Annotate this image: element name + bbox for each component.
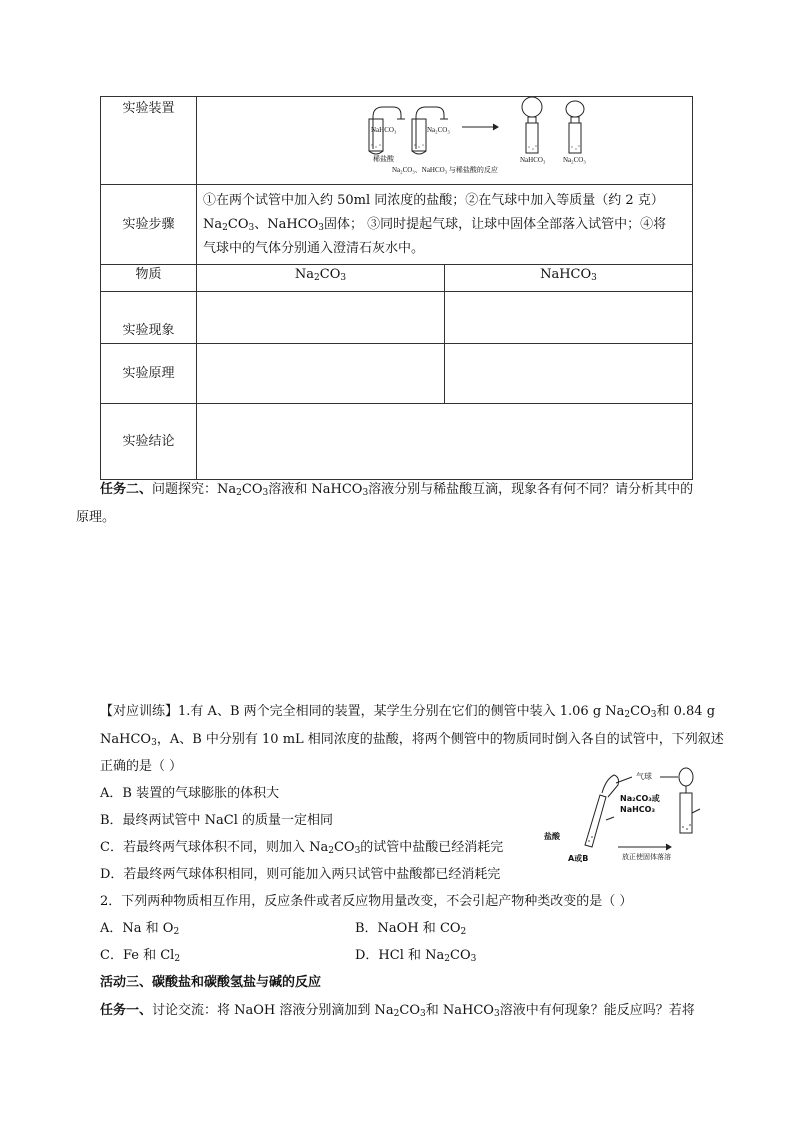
- task2-line-2: 原理。: [76, 510, 116, 525]
- label-acid: 盐酸: [544, 832, 560, 841]
- balloon-1: [522, 97, 542, 117]
- conclusion-cell: [197, 404, 693, 480]
- substance-label-cell: [101, 265, 197, 292]
- steps-line-1: ①在两个试管中加入约 50ml 同浓度的盐酸；②在气球中加入等质量（约 2 克）: [203, 192, 664, 208]
- q2-option-b: B．NaOH 和 $CO_2$: [355, 921, 467, 937]
- na2co3-principle-cell: [197, 344, 445, 404]
- balloon-right: [679, 768, 693, 786]
- balloon-apparatus-figure: [540, 765, 720, 865]
- steps-label: 实验步骤: [122, 216, 175, 232]
- q2-stem: 2．下列两种物质相互作用，反应条件或者反应物用量改变，不会引起产物种类改变的是（ ）: [100, 894, 633, 909]
- steps-label-cell: [101, 185, 197, 265]
- na2co3-header: $Na_2CO_3$: [197, 265, 445, 292]
- tube-left: [585, 795, 606, 847]
- device-figure-cell: [197, 97, 693, 185]
- task2-title: 任务二、: [100, 482, 153, 497]
- balloon-left: [602, 775, 619, 797]
- fig-tube1-label: NaHCO₃: [371, 126, 397, 134]
- label-solid-2: NaHCO₃: [620, 805, 655, 814]
- q2-options-row-1: [100, 916, 610, 942]
- fig-after1-label: NaHCO₃: [520, 156, 546, 164]
- q1-line-2: NaHCO$_3$，A、B 中分别有 10 mL 相同浓度的盐酸，将两个侧管中的物质同时倒入各自的试管中，下列叙述: [100, 732, 724, 748]
- q1-line-3: 正确的是（ ）: [100, 759, 183, 774]
- q1-option-c: C．若最终两气球体积不同，则加入 $Na_2CO_3$的试管中盐酸已经消耗完: [100, 840, 504, 856]
- fig-tube2-label: Na₂CO₃: [427, 126, 450, 134]
- reaction-apparatus-figure: [197, 97, 694, 177]
- fig-caption: Na₂CO₃、NaHCO₃ 与稀盐酸的反应: [392, 166, 498, 174]
- steps-line-3: 气球中的气体分别通入澄清石灰水中。: [203, 240, 425, 256]
- principle-label: 实验原理: [122, 365, 175, 381]
- phenomenon-label-cell: [101, 292, 197, 344]
- principle-label-cell: [101, 344, 197, 404]
- activity3-task1: 任务一、讨论交流：将 NaOH 溶液分别滴加到 $Na_2CO_3$和 NaHCO$_3$溶液中有何现象？能反应吗？若将: [100, 1003, 695, 1019]
- balloon-2: [566, 101, 584, 117]
- q1-option-b: B．最终两试管中 NaCl 的质量一定相同: [100, 813, 334, 828]
- nahco3-header: NaHCO$_3$: [445, 265, 693, 292]
- q1-line-1: 【对应训练】1.有 A、B 两个完全相同的装置，某学生分别在它们的侧管中装入 1.06 g $Na_2CO_3$和 0.84 g: [100, 704, 716, 720]
- substance-label: 物质: [135, 267, 162, 283]
- task2-line-1: 任务二、问题探究：$Na_2CO_3$溶液和 NaHCO$_3$溶液分别与稀盐酸互滴，现象各有何不同？请分析其中的: [100, 482, 694, 498]
- fig-acid-label: 稀盐酸: [373, 155, 394, 163]
- q2-option-d: D．HCl 和 $Na_2CO_3$: [355, 948, 477, 964]
- nahco3-principle-cell: [445, 344, 693, 404]
- q2-option-a: A．Na 和 $O_2$: [100, 921, 180, 937]
- q1-option-a: A．B 装置的气球膨胀的体积大: [100, 786, 280, 801]
- nahco3-phenomenon-cell: [445, 292, 693, 344]
- q2-option-c: C．Fe 和 $Cl_2$: [100, 948, 181, 964]
- steps-cell: [197, 185, 693, 265]
- label-solid-1: Na₂CO₃或: [620, 794, 660, 803]
- test-tube-2: [412, 119, 426, 151]
- label-action: 放正使固体落溶: [622, 853, 671, 861]
- label-ab: A或B: [568, 854, 589, 863]
- steps-line-2: $Na_2CO_3$、NaHCO$_3$固体； ③同时提起气球，让球中固体全部落入试管中；④将: [203, 216, 667, 233]
- na2co3-phenomenon-cell: [197, 292, 445, 344]
- device-label-cell: [101, 97, 197, 185]
- conclusion-label-cell: [101, 404, 197, 480]
- q2-options-row-2: [100, 943, 610, 969]
- practice-tag: 【对应训练】: [100, 704, 179, 719]
- experiment-table: [100, 96, 693, 480]
- conclusion-label: 实验结论: [122, 433, 175, 449]
- phenomenon-label: 实验现象: [122, 323, 175, 338]
- tube-right: [680, 793, 692, 833]
- test-tube-1: [369, 119, 383, 151]
- activity3-title: 活动三、碳酸盐和碳酸氢盐与碱的反应: [100, 975, 322, 990]
- device-label: 实验装置: [122, 101, 175, 116]
- label-balloon: 气球: [636, 772, 652, 781]
- fig-after2-label: Na₂CO₃: [563, 156, 586, 164]
- q1-option-d: D．若最终两气球体积相同，则可能加入两只试管中盐酸都已经消耗完: [100, 867, 501, 882]
